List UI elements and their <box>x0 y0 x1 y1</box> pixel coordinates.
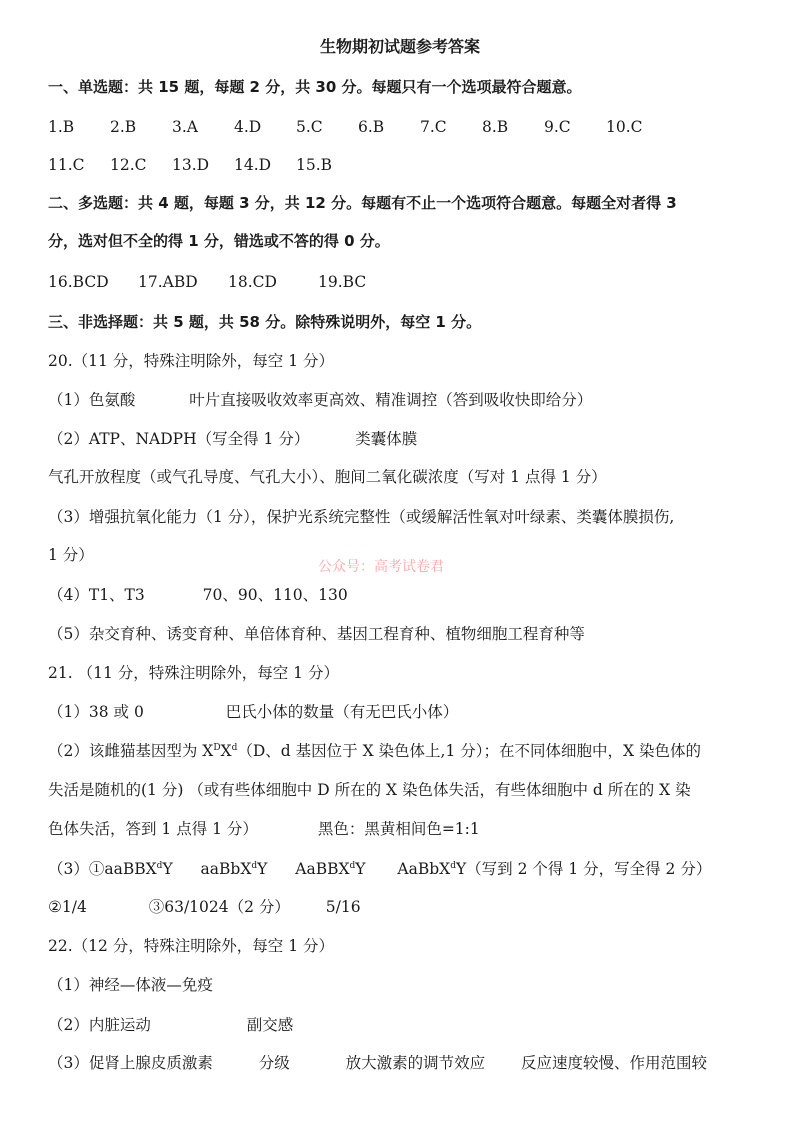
genotype: AaBBX <box>295 860 350 878</box>
answer-item: 5.C <box>296 118 323 136</box>
answer-item: 6.B <box>358 118 385 136</box>
section3-header: 三、非选择题：共 5 题，共 58 分。除特殊说明外，每空 1 分。 <box>48 313 482 331</box>
superscript: D <box>213 743 221 753</box>
q21-part2-text: X <box>220 742 232 760</box>
q22-part3 <box>48 1052 707 1074</box>
q21-part2-line2: 失活是随机的(1 分) （或有些体细胞中 D 所在的 X 染色体失活，有些体细胞中 d 所在的 X 染 <box>48 781 691 799</box>
answer-item: 12.C <box>110 156 147 174</box>
superscript: d <box>156 861 163 871</box>
answer-item: 7.C <box>420 118 447 136</box>
q22-header: 22.（12 分，特殊注明除外，每空 1 分） <box>48 937 335 955</box>
q21-part2-line3 <box>48 818 480 840</box>
q22-part2-answer-b: 副交感 <box>246 1016 294 1034</box>
answer-item: 3.A <box>172 118 198 136</box>
q22-part3-answer-b: 分级 <box>258 1054 290 1072</box>
q20-part4-answer-b: 70、90、110、130 <box>202 586 348 604</box>
answer-item: 16.BCD <box>48 273 109 291</box>
genotype: Y <box>162 860 173 878</box>
q22-part3-answer-c: 放大激素的调节效应 <box>345 1054 486 1072</box>
answer-item: 19.BC <box>318 273 367 291</box>
answer-item: 13.D <box>172 156 210 174</box>
q20-part5: （5）杂交育种、诱变育种、单倍体育种、基因工程育种、植物细胞工程育种等 <box>48 625 585 643</box>
q20-part2-answer-b: 类囊体膜 <box>355 430 418 448</box>
q20-part1-answer-a: （1）色氨酸 <box>48 391 136 409</box>
section2-answers <box>48 271 408 293</box>
q20-part3-line1: （3）增强抗氧化能力（1 分），保护光系统完整性（或缓解活性氧对叶绿素、类囊体膜损伤, <box>48 508 675 526</box>
section2-header-line1: 二、多选题：共 4 题，每题 3 分，共 12 分。每题有不止一个选项符合题意。每题全对者得 3 <box>48 194 677 212</box>
q20-part1-answer-b: 叶片直接吸收效率更高效、精准调控（答到吸收快即给分） <box>189 391 593 409</box>
q21-part2-text: （2）该雌猫基因型为 X <box>48 742 214 760</box>
q20-part1 <box>48 389 592 411</box>
answer-item: 14.D <box>234 156 272 174</box>
q22-part2 <box>48 1014 293 1036</box>
genotype: （3）①aaBBX <box>48 860 157 878</box>
q21-part1-answer-a: （1）38 或 0 <box>48 703 144 721</box>
q22-part1: （1）神经—体液—免疫 <box>48 976 213 994</box>
answer-item: 8.B <box>482 118 509 136</box>
section2-header-line2: 分，选对但不全的得 1 分，错选或不答的得 0 分。 <box>48 232 390 250</box>
answer-item: 9.C <box>544 118 571 136</box>
watermark: 公众号：高考试卷君 <box>318 559 444 575</box>
q21-part3-line1 <box>48 858 711 880</box>
q21-part2-note: 色体失活，答到 1 点得 1 分） <box>48 820 258 838</box>
answer-item: 11.C <box>48 156 85 174</box>
q21-part2-ratio: 黑色：黑黄相间色=1:1 <box>317 820 480 838</box>
genotype: Y <box>257 860 268 878</box>
q21-part3-line2 <box>48 896 361 918</box>
q20-part4-answer-a: （4）T1、T3 <box>48 586 145 604</box>
q20-part3-line2: 1 分） <box>48 546 94 564</box>
q21-part1-answer-b: 巴氏小体的数量（有无巴氏小体） <box>225 703 459 721</box>
q20-header: 20.（11 分，特殊注明除外，每空 1 分） <box>48 352 335 370</box>
page-title: 生物期初试题参考答案 <box>319 37 480 56</box>
superscript: d <box>450 861 456 871</box>
answer-item: 2.B <box>110 118 137 136</box>
q21-part3-answer-3: ③63/1024（2 分） <box>148 898 290 916</box>
q20-part2-answer-c: 气孔开放程度（或气孔导度、气孔大小）、胞间二氧化碳浓度（写对 1 点得 1 分） <box>48 468 607 486</box>
q21-part1 <box>48 701 458 723</box>
answer-item: 15.B <box>296 156 333 174</box>
superscript: d <box>349 861 356 871</box>
answer-item: 1.B <box>48 118 75 136</box>
q21-header: 21. （11 分，特殊注明除外，每空 1 分） <box>48 664 339 682</box>
q22-part3-answer-a: （3）促肾上腺皮质激素 <box>48 1054 213 1072</box>
q20-part2 <box>48 428 417 450</box>
genotype: aaBbX <box>200 860 252 878</box>
genotype: Y <box>355 860 366 878</box>
superscript: d <box>231 743 238 753</box>
q22-part2-answer-a: （2）内脏运动 <box>48 1016 151 1034</box>
section1-answers-row1 <box>48 116 668 138</box>
q21-part2-line1 <box>48 740 701 762</box>
superscript: d <box>251 861 258 871</box>
genotype: AaBbX <box>397 860 451 878</box>
q20-part2-answer-a: （2）ATP、NADPH（写全得 1 分） <box>48 430 310 448</box>
answer-item: 10.C <box>606 118 643 136</box>
q20-part4 <box>48 584 348 606</box>
q21-part3-answer-2: ②1/4 <box>48 898 87 916</box>
q22-part3-answer-d: 反应速度较慢、作用范围较 <box>521 1054 708 1072</box>
q21-part2-text: （D、d 基因位于 X 染色体上,1 分）；在不同体细胞中，X 染色体的 <box>237 742 701 760</box>
answer-item: 4.D <box>234 118 262 136</box>
section1-header: 一、单选题：共 15 题，每题 2 分，共 30 分。每题只有一个选项最符合题意。 <box>48 78 582 96</box>
answer-item: 18.CD <box>228 273 277 291</box>
q21-part3-answer-4: 5/16 <box>325 898 361 916</box>
answer-item: 17.ABD <box>138 273 198 291</box>
section1-answers-row2 <box>48 154 358 176</box>
genotype: Y（写到 2 个得 1 分，写全得 2 分） <box>455 860 712 878</box>
